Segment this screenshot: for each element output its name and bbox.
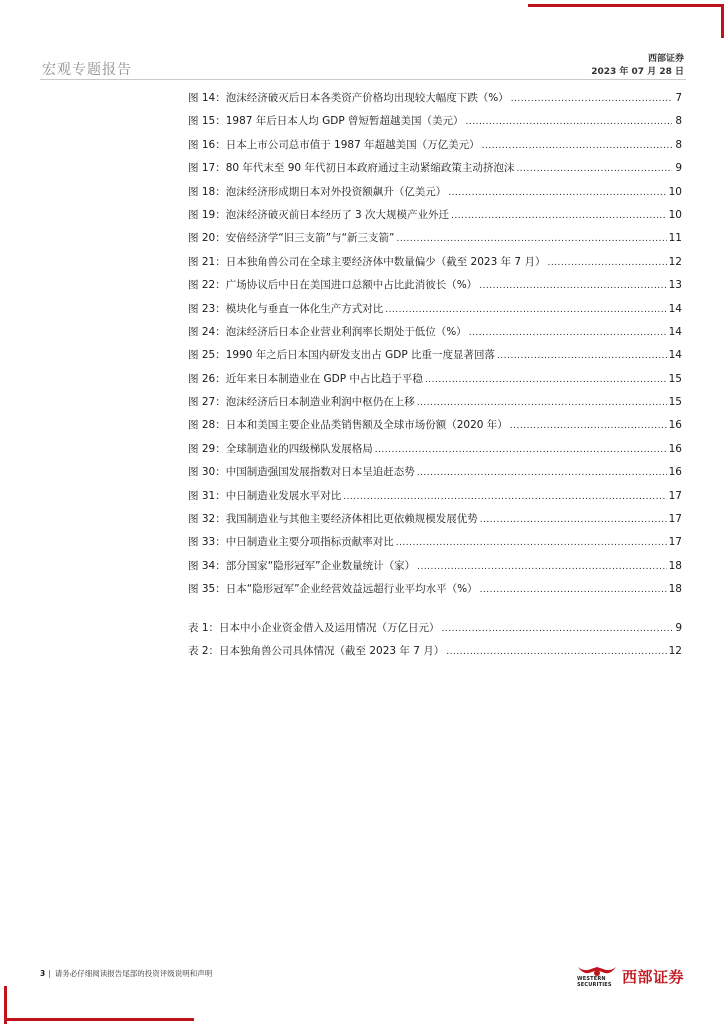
dot-leader xyxy=(417,466,667,480)
figure-entry-label: 图 14： xyxy=(188,92,226,104)
figure-entry-label: 图 26： xyxy=(188,372,226,385)
figure-entry-title xyxy=(188,302,383,316)
figure-entry-title xyxy=(188,442,373,456)
figure-entry[interactable] xyxy=(188,535,682,558)
table-entry-title xyxy=(188,621,440,635)
figure-entry-page: 12 xyxy=(668,255,682,268)
dot-leader xyxy=(497,349,667,363)
figure-entry-label: 图 22： xyxy=(188,279,226,292)
dot-leader xyxy=(385,303,666,317)
section-gap xyxy=(188,606,682,621)
figure-entry-text: 日本上市公司总市值于 1987 年超越美国（万亿美元） xyxy=(225,138,480,151)
dot-leader xyxy=(446,645,666,659)
figure-entry-page: 15 xyxy=(668,372,682,385)
figure-entry[interactable] xyxy=(188,302,682,325)
figure-entry-text: 全球制造业的四级梯队发展格局 xyxy=(225,442,373,455)
figure-entry[interactable] xyxy=(188,489,682,512)
figure-entry[interactable] xyxy=(188,278,682,301)
figure-entry-text: 泡沫经济形成期日本对外投资额飙升（亿美元） xyxy=(225,185,447,198)
table-entry-text: 日本独角兽公司具体情况（截至 2023 年 7 月） xyxy=(219,644,445,657)
figure-entry-text: 近年来日本制造业在 GDP 中占比趋于平稳 xyxy=(225,372,423,385)
figure-entry-text: 泡沫经济后日本企业营业利润率长期处于低位（%） xyxy=(225,325,467,338)
dot-leader xyxy=(396,232,666,246)
figure-entry-page: 16 xyxy=(668,419,682,432)
figure-entry[interactable] xyxy=(188,185,682,208)
figure-entry[interactable] xyxy=(188,231,682,254)
figure-entry[interactable] xyxy=(188,91,682,114)
figure-entry-title xyxy=(188,325,467,339)
figure-entry-title xyxy=(188,208,449,222)
figure-entry-text: 1990 年之后日本国内研发支出占 GDP 比重一度显著回落 xyxy=(225,349,495,362)
figure-entry-page: 17 xyxy=(668,489,682,502)
table-entry[interactable] xyxy=(188,621,682,644)
figure-entry-label: 图 23： xyxy=(188,302,226,315)
figure-entry-page: 16 xyxy=(668,466,682,479)
figure-entry-label: 图 16： xyxy=(188,138,226,151)
header-divider xyxy=(40,79,686,80)
figure-entry-text: 泡沫经济后日本制造业利润中枢仍在上移 xyxy=(225,396,415,409)
figure-entry-text: 泡沫经济破灭前日本经历了 3 次大规模产业外迁 xyxy=(225,208,450,221)
figure-entry-title xyxy=(188,114,464,128)
logo-name: 西部证券 xyxy=(621,967,684,986)
table-entry[interactable] xyxy=(188,644,682,667)
figure-entry-page: 10 xyxy=(668,185,682,198)
figure-entry[interactable] xyxy=(188,395,682,418)
figure-entry-label: 图 24： xyxy=(188,325,226,338)
table-of-figures xyxy=(188,91,682,667)
figure-entry[interactable] xyxy=(188,582,682,605)
corner-decoration-top-right xyxy=(528,4,724,7)
figure-entry[interactable] xyxy=(188,372,682,395)
dot-leader xyxy=(451,209,667,223)
table-entry-text: 日本中小企业资金借入及运用情况（万亿日元） xyxy=(219,621,440,634)
dot-leader xyxy=(469,326,667,340)
figure-entry-label: 图 21： xyxy=(188,255,226,268)
figure-entry-text: 安倍经济学“旧三支箭”与“新三支箭” xyxy=(225,232,395,245)
dot-leader xyxy=(516,162,672,176)
footer xyxy=(40,968,212,979)
figure-entry-text: 中日制造业主要分项指标贡献率对比 xyxy=(225,536,394,549)
figure-entry-title xyxy=(188,255,545,269)
figure-entry-page: 18 xyxy=(668,583,682,596)
figure-entry-title xyxy=(188,418,508,432)
figure-entry[interactable] xyxy=(188,161,682,184)
figure-entry[interactable] xyxy=(188,348,682,371)
figure-entry-text: 模块化与垂直一体化生产方式对比 xyxy=(225,302,384,315)
dot-leader xyxy=(425,373,667,387)
figure-entry-title xyxy=(188,278,477,292)
figure-entry-title xyxy=(188,372,423,386)
figure-entry-text: 中国制造强国发展指数对日本呈追赶态势 xyxy=(225,466,415,479)
figure-entry-text: 日本和美国主要企业品类销售额及全球市场份额（2020 年） xyxy=(225,419,508,432)
figure-entry-page: 7 xyxy=(675,92,682,104)
dot-leader xyxy=(511,92,672,106)
figure-entry-title xyxy=(188,559,415,573)
figure-entry-label: 图 15： xyxy=(188,115,226,128)
figure-entry-title xyxy=(188,91,509,105)
dot-leader xyxy=(417,396,667,410)
figure-entry-label: 图 18： xyxy=(188,185,226,198)
dot-leader xyxy=(448,186,666,200)
figure-entry-label: 图 35： xyxy=(188,583,226,596)
figure-entry[interactable] xyxy=(188,208,682,231)
figure-entry-label: 图 27： xyxy=(188,396,226,409)
figure-entry[interactable] xyxy=(188,418,682,441)
figure-entry-page: 14 xyxy=(668,325,682,338)
figure-entry[interactable] xyxy=(188,255,682,278)
figure-entry-page: 14 xyxy=(668,302,682,315)
header-brand: 西部证券 xyxy=(647,54,684,64)
figure-entry-text: 我国制造业与其他主要经济体相比更依赖规模发展优势 xyxy=(225,513,478,526)
figure-entry-page: 13 xyxy=(668,279,682,292)
figure-entry-text: 广场协议后中日在美国进口总额中占比此消彼长（%） xyxy=(225,279,478,292)
figure-entry-title xyxy=(188,535,394,549)
dot-leader xyxy=(480,513,667,527)
figure-entry-title xyxy=(188,348,495,362)
figure-entry-label: 图 34： xyxy=(188,559,226,572)
figure-entry-page: 10 xyxy=(668,208,682,221)
figure-entry-label: 图 25： xyxy=(188,349,226,362)
figure-entry[interactable] xyxy=(188,559,682,582)
figure-entry-title xyxy=(188,185,446,199)
page-number: 3 xyxy=(40,969,46,978)
table-entry-title xyxy=(188,644,444,658)
dot-leader xyxy=(482,139,672,153)
figure-entry-label: 图 28： xyxy=(188,419,226,432)
dot-leader xyxy=(480,583,667,597)
company-logo xyxy=(576,963,684,989)
report-type: 宏观专题报告 xyxy=(42,62,132,78)
figure-entry-text: 部分国家“隐形冠军”企业数量统计（家） xyxy=(225,559,416,572)
dot-leader xyxy=(442,622,672,636)
figure-entry-label: 图 32： xyxy=(188,513,226,526)
figure-entry[interactable] xyxy=(188,325,682,348)
footer-disclaimer: 请务必仔细阅读报告尾部的投资评级说明和声明 xyxy=(54,969,213,978)
table-entry-page: 9 xyxy=(675,621,682,634)
dot-leader xyxy=(417,560,667,574)
figure-entry-label: 图 31： xyxy=(188,489,226,502)
figure-entry-title xyxy=(188,465,415,479)
figure-entry-page: 15 xyxy=(668,396,682,409)
logo-latin-text: WESTERN SECURITIES xyxy=(576,976,612,988)
table-entry-label: 表 2： xyxy=(188,644,220,657)
figure-entry-page: 17 xyxy=(668,536,682,549)
figure-entry-label: 图 19： xyxy=(188,208,226,221)
figure-entry-text: 80 年代末至 90 年代初日本政府通过主动紧缩政策主动挤泡沫 xyxy=(225,162,515,175)
figure-entry-text: 中日制造业发展水平对比 xyxy=(225,489,342,502)
figure-entry-label: 图 20： xyxy=(188,232,226,245)
figure-entry-label: 图 29： xyxy=(188,442,226,455)
figure-entry[interactable] xyxy=(188,512,682,535)
table-entry-page: 12 xyxy=(668,644,682,657)
dot-leader xyxy=(547,256,666,270)
figure-entry-title xyxy=(188,512,478,526)
dot-leader xyxy=(343,490,666,504)
figure-entry-page: 18 xyxy=(668,559,682,572)
figure-entry[interactable] xyxy=(188,465,682,488)
figure-entry[interactable] xyxy=(188,442,682,465)
bull-logo-icon xyxy=(576,963,618,989)
figure-entry-label: 图 17： xyxy=(188,162,226,175)
dot-leader xyxy=(479,279,666,293)
dot-leader xyxy=(466,115,673,129)
figure-entry-title xyxy=(188,161,514,175)
corner-decoration-bottom-left xyxy=(4,1018,194,1021)
figure-entry-text: 1987 年后日本人均 GDP 曾短暂超越美国（美元） xyxy=(225,115,464,128)
figure-entry-title xyxy=(188,582,478,596)
figure-entry-page: 11 xyxy=(668,232,682,245)
figure-entry-title xyxy=(188,231,394,245)
figure-entry-page: 9 xyxy=(675,162,682,175)
report-date: 2023 年 07 月 28 日 xyxy=(591,67,684,77)
figure-entry-text: 日本“隐形冠军”企业经营效益远超行业平均水平（%） xyxy=(225,583,478,596)
figure-entry-label: 图 30： xyxy=(188,466,226,479)
figure-entry-title xyxy=(188,489,341,503)
figure-entry-text: 泡沫经济破灭后日本各类资产价格均出现较大幅度下跌（%） xyxy=(225,92,509,104)
figure-entry-text: 日本独角兽公司在全球主要经济体中数量偏少（截至 2023 年 7 月） xyxy=(225,255,546,268)
figure-entry-title xyxy=(188,395,415,409)
figure-entry[interactable] xyxy=(188,114,682,137)
dot-leader xyxy=(396,536,667,550)
figure-entry-page: 8 xyxy=(675,115,682,128)
figure-entry-label: 图 33： xyxy=(188,536,226,549)
figure-entry-page: 8 xyxy=(675,138,682,151)
dot-leader xyxy=(510,419,667,433)
figure-entry-title xyxy=(188,138,480,152)
table-entry-label: 表 1： xyxy=(188,621,220,634)
figure-entry-page: 17 xyxy=(668,513,682,526)
dot-leader xyxy=(375,443,667,457)
footer-separator: | xyxy=(48,969,51,978)
figure-entry[interactable] xyxy=(188,138,682,161)
figure-entry-page: 16 xyxy=(668,442,682,455)
figure-entry-page: 14 xyxy=(668,349,682,362)
